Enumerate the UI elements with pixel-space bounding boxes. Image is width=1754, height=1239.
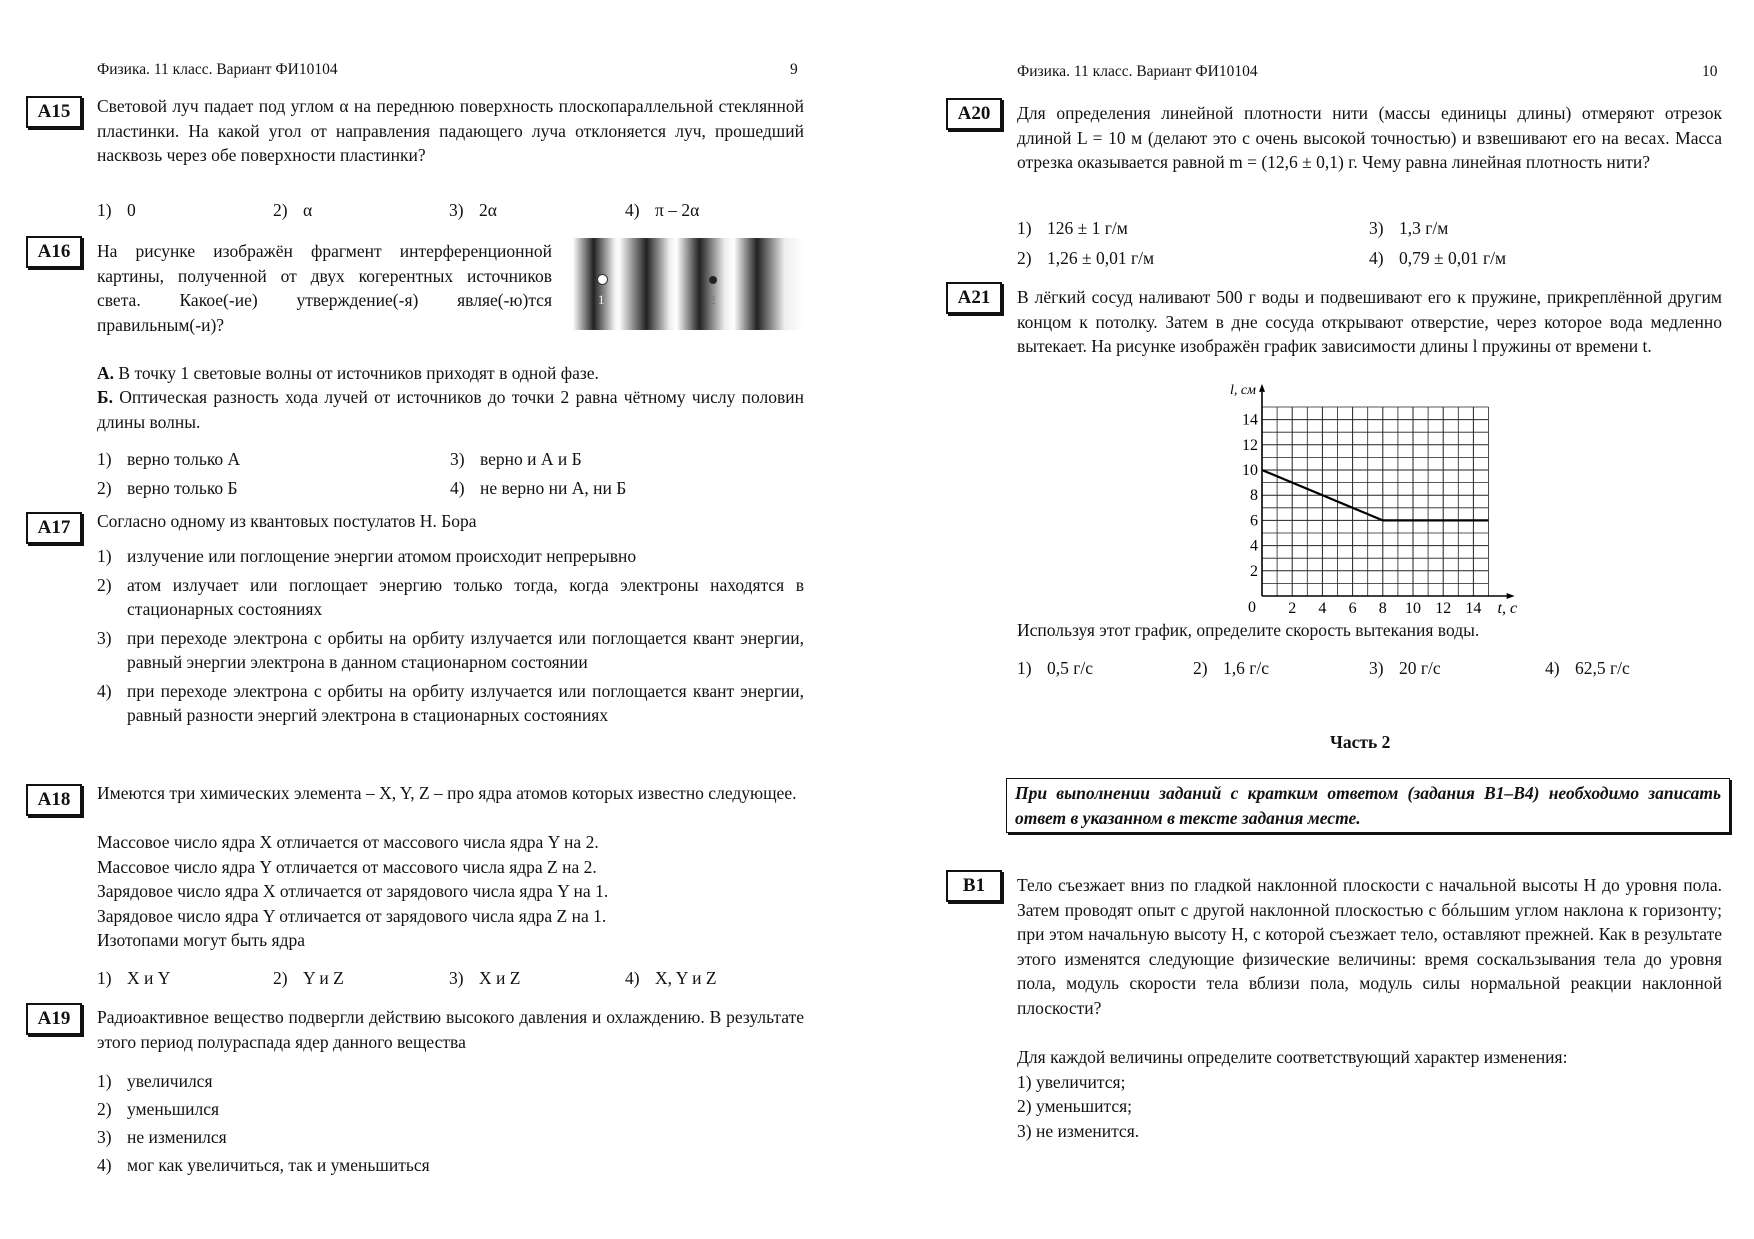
- option: 1) 0: [97, 200, 136, 220]
- option: 2) атом излучает или поглощает энергию только тогда, когда электроны находятся в стационарных состояниях: [97, 574, 804, 619]
- x-tick-label: 14: [1465, 600, 1482, 617]
- task-a15-text: Световой луч падает под углом α на переднюю поверхность плоскопараллельной стеклянной пластинки. На какой угол от направления падающего луча отклоняется луч, прошедший насквозь через обе поверхности пластинки?: [97, 96, 804, 165]
- x-tick-label: 12: [1435, 600, 1452, 617]
- x-axis-label: t, с: [1497, 600, 1518, 617]
- task-label-a16: А16: [26, 236, 82, 268]
- task-b1-text: Тело съезжает вниз по гладкой наклонной плоскости с начальной высоты H до уровня пола. Затем проводят опыт с другой наклонной плоскостью с бóльшим углом наклона к горизонту; при этом начальную высоту H, с которой съезжает тело, оставляют прежней. Как в результате этого изменятся следующие физические величины: время соскальзывания тела до уровня пола, модуль скорости тела вблизи пола, модуль силы нормальной реакции наклонной плоскости?: [1017, 875, 1722, 1018]
- task-label-a15: А15: [26, 96, 82, 128]
- y-tick-label: 2: [1250, 562, 1258, 580]
- a18-conditions: Массовое число ядра X отличается от массового числа ядра Y на 2. Массовое число ядра Y отличается от массового числа ядра Z на 2. Зарядовое число ядра X отличается от зарядового числа ядра Y на 1. Зарядовое число ядра Y отличается от зарядового числа ядра Z на 1. Изотопами могут быть ядра: [97, 832, 609, 950]
- a21-question: Используя этот график, определите скорость вытекания воды.: [1017, 620, 1480, 640]
- page-header: Физика. 11 класс. Вариант ФИ10104: [97, 61, 338, 78]
- y-axis-arrow: [1259, 384, 1265, 392]
- y-tick-label: 4: [1250, 537, 1258, 555]
- x-axis-arrow: [1507, 593, 1515, 599]
- option: 4) π – 2α: [625, 200, 700, 220]
- option: 1) излучение или поглощение энергии атомом происходит непрерывно: [97, 546, 637, 566]
- task-a20-text: Для определения линейной плотности нити (массы единицы длины) отмеряют отрезок длиной L = 10 м (делают это с очень высокой точностью) и взвешивают его на весах. Масса отрезка оказывается равной m = (12,6 ± 0,1) г. Чему равна линейная плотность нити?: [1017, 103, 1722, 172]
- a18-options: 1) X и Y 2) Y и Z 3) X и Z 4) X, Y и Z: [97, 968, 717, 988]
- task-label-a20: А20: [946, 98, 1002, 130]
- a19-options: 1) увеличился 2) уменьшился 3) не изменился 4) мог как увеличиться, так и уменьшиться: [97, 1071, 430, 1175]
- task-label-a21: А21: [946, 282, 1002, 314]
- a16-options: 1) верно только А 3) верно и А и Б 2) верно только Б 4) не верно ни А, ни Б: [97, 449, 627, 498]
- x-tick-label: 4: [1318, 600, 1327, 617]
- y-tick-label: 14: [1242, 411, 1258, 429]
- y-tick-label: 8: [1250, 487, 1258, 505]
- a15-options: [97, 198, 699, 223]
- interference-pattern-figure: [573, 238, 803, 330]
- y-tick-label: 12: [1242, 436, 1258, 454]
- spring-length-graph: [1200, 378, 1520, 618]
- task-a18-text: Имеются три химических элемента – X, Y, Z – про ядра атомов которых известно следующее.: [97, 783, 797, 803]
- task-label-a18: А18: [26, 784, 82, 816]
- option: 4) при переходе электрона с орбиты на орбиту излучается или поглощается квант энергии, равный разности энергий электрона в стационарных состояниях: [97, 680, 804, 725]
- task-label-a19: А19: [26, 1003, 82, 1035]
- option: 2) α: [273, 200, 313, 220]
- a17-options: [97, 544, 804, 728]
- x-tick-label: 8: [1378, 600, 1387, 617]
- instruction-box: При выполнении заданий с кратким ответом (задания В1–В4) необходимо записать ответ в указанном в тексте задания месте.: [1006, 778, 1730, 833]
- task-a16-text: На рисунке изображён фрагмент интерференционной картины, полученной от двух когерентных источников света. Какое(-ие) утверждение(-я) являе(-ю)тся правильным(-и)?: [97, 241, 552, 335]
- origin-label: 0: [1248, 599, 1256, 616]
- task-a21-text: В лёгкий сосуд наливают 500 г воды и подвешивают его к пружине, прикреплённой другим концом к потолку. Затем в дне сосуда открывают отверстие, через которое вода медленно вытекает. На рисунке изображён график зависимости длины l пружины от времени t.: [1017, 287, 1722, 356]
- y-axis-label: l, см: [1229, 382, 1256, 398]
- page-number: 10: [1702, 63, 1718, 80]
- y-tick-label: 6: [1250, 512, 1258, 530]
- point-2-label: 2: [709, 292, 716, 307]
- page-number: 9: [790, 61, 798, 78]
- part-heading: Часть 2: [1330, 732, 1391, 752]
- point-1-label: 1: [598, 292, 605, 307]
- task-label-a17: А17: [26, 512, 82, 544]
- option: 3) 2α: [449, 200, 497, 220]
- statement-b: Б. Оптическая разность хода лучей от источников до точки 2 равна чётному числу половин длины волны.: [97, 387, 805, 432]
- task-a19-text: Радиоактивное вещество подвергли действию высокого давления и охлаждению. В результате этого период полураспада ядер данного вещества: [97, 1007, 804, 1052]
- x-tick-label: 10: [1405, 600, 1421, 617]
- a20-options: 1) 126 ± 1 г/м 3) 1,3 г/м 2) 1,26 ± 0,01 г/м 4) 0,79 ± 0,01 г/м: [1017, 218, 1507, 268]
- option: 3) при переходе электрона с орбиты на орбиту излучается или поглощается квант энергии, равный энергии электрона в данном стационарном состоянии: [97, 627, 804, 672]
- page-header: Физика. 11 класс. Вариант ФИ10104: [1017, 63, 1258, 80]
- x-tick-label: 2: [1288, 600, 1297, 617]
- task-a17-text: Согласно одному из квантовых постулатов Н. Бора: [97, 511, 477, 531]
- statement-a: А. В точку 1 световые волны от источников приходят в одной фазе.: [97, 363, 599, 383]
- x-tick-label: 6: [1348, 600, 1357, 617]
- b1-answer-key: Для каждой величины определите соответствующий характер изменения: 1) увеличится; 2) уменьшится; 3) не изменится.: [1017, 1047, 1568, 1141]
- y-tick-label: 10: [1242, 462, 1258, 479]
- task-label-b1: В1: [946, 870, 1002, 902]
- a21-options: 1) 0,5 г/с 2) 1,6 г/с 3) 20 г/с 4) 62,5 г/с: [1017, 658, 1630, 678]
